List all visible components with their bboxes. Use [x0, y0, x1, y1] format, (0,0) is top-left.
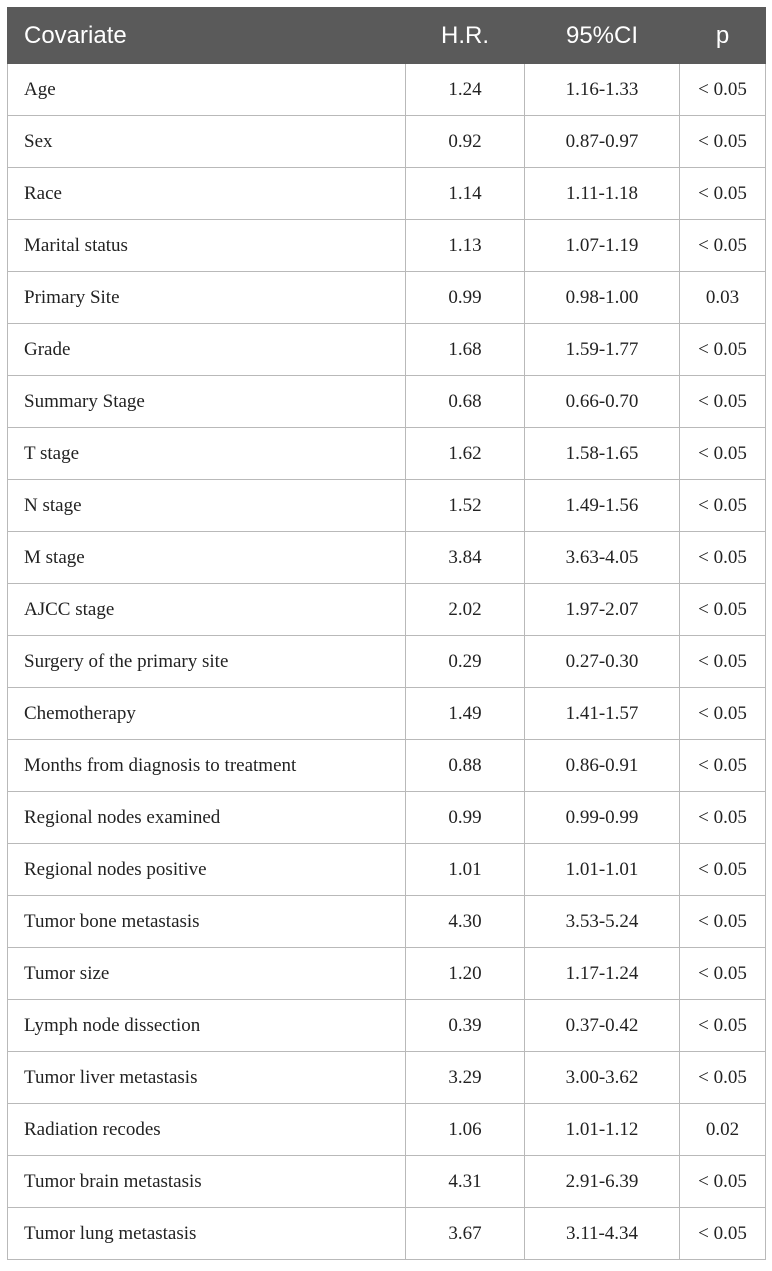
cell-p-value: < 0.05	[680, 324, 766, 376]
cell-hazard-ratio: 1.24	[406, 64, 525, 116]
cell-confidence-interval: 1.59-1.77	[525, 324, 680, 376]
cell-confidence-interval: 3.00-3.62	[525, 1052, 680, 1104]
cell-confidence-interval: 0.37-0.42	[525, 1000, 680, 1052]
table-header	[8, 8, 766, 64]
cell-p-value: 0.03	[680, 272, 766, 324]
table-row	[8, 324, 766, 376]
cell-hazard-ratio: 0.92	[406, 116, 525, 168]
cell-confidence-interval: 0.98-1.00	[525, 272, 680, 324]
table-row	[8, 1052, 766, 1104]
header-confidence-interval: 95%CI	[525, 8, 680, 64]
cell-hazard-ratio: 1.13	[406, 220, 525, 272]
cell-hazard-ratio: 1.06	[406, 1104, 525, 1156]
cell-covariate: Months from diagnosis to treatment	[8, 740, 406, 792]
cell-covariate: Tumor lung metastasis	[8, 1208, 406, 1260]
cell-confidence-interval: 1.41-1.57	[525, 688, 680, 740]
cell-p-value: < 0.05	[680, 688, 766, 740]
cell-p-value: < 0.05	[680, 376, 766, 428]
cell-covariate: N stage	[8, 480, 406, 532]
cell-hazard-ratio: 3.67	[406, 1208, 525, 1260]
cell-hazard-ratio: 0.99	[406, 792, 525, 844]
cell-confidence-interval: 0.87-0.97	[525, 116, 680, 168]
cell-confidence-interval: 1.16-1.33	[525, 64, 680, 116]
cell-confidence-interval: 1.97-2.07	[525, 584, 680, 636]
cell-hazard-ratio: 4.30	[406, 896, 525, 948]
cell-p-value: < 0.05	[680, 480, 766, 532]
cell-p-value: < 0.05	[680, 168, 766, 220]
cell-p-value: 0.02	[680, 1104, 766, 1156]
cox-regression-table	[7, 7, 766, 1260]
cell-hazard-ratio: 0.88	[406, 740, 525, 792]
cell-covariate: Race	[8, 168, 406, 220]
table-row	[8, 480, 766, 532]
cell-confidence-interval: 1.11-1.18	[525, 168, 680, 220]
cell-p-value: < 0.05	[680, 64, 766, 116]
cell-confidence-interval: 3.63-4.05	[525, 532, 680, 584]
table-row	[8, 636, 766, 688]
table-row	[8, 532, 766, 584]
cell-p-value: < 0.05	[680, 1052, 766, 1104]
table-row	[8, 948, 766, 1000]
table-row	[8, 740, 766, 792]
cell-confidence-interval: 0.27-0.30	[525, 636, 680, 688]
cell-p-value: < 0.05	[680, 636, 766, 688]
cell-p-value: < 0.05	[680, 532, 766, 584]
table-row	[8, 428, 766, 480]
cell-hazard-ratio: 1.20	[406, 948, 525, 1000]
cell-covariate: Tumor brain metastasis	[8, 1156, 406, 1208]
table-row	[8, 1156, 766, 1208]
table-row	[8, 896, 766, 948]
cell-covariate: Age	[8, 64, 406, 116]
table-row	[8, 168, 766, 220]
cell-confidence-interval: 2.91-6.39	[525, 1156, 680, 1208]
header-covariate: Covariate	[8, 8, 406, 64]
cell-p-value: < 0.05	[680, 220, 766, 272]
cell-hazard-ratio: 0.68	[406, 376, 525, 428]
cell-covariate: Regional nodes examined	[8, 792, 406, 844]
header-row	[8, 8, 766, 64]
table-row	[8, 688, 766, 740]
cell-hazard-ratio: 0.99	[406, 272, 525, 324]
cell-hazard-ratio: 1.62	[406, 428, 525, 480]
cell-covariate: Summary Stage	[8, 376, 406, 428]
cell-covariate: T stage	[8, 428, 406, 480]
table-row	[8, 64, 766, 116]
cell-hazard-ratio: 1.14	[406, 168, 525, 220]
cell-covariate: Sex	[8, 116, 406, 168]
cell-p-value: < 0.05	[680, 740, 766, 792]
cell-covariate: Radiation recodes	[8, 1104, 406, 1156]
cell-p-value: < 0.05	[680, 1156, 766, 1208]
cell-p-value: < 0.05	[680, 948, 766, 1000]
cell-confidence-interval: 1.01-1.12	[525, 1104, 680, 1156]
table-row	[8, 1000, 766, 1052]
table-row	[8, 220, 766, 272]
cell-confidence-interval: 3.11-4.34	[525, 1208, 680, 1260]
cell-hazard-ratio: 1.49	[406, 688, 525, 740]
cell-covariate: Tumor liver metastasis	[8, 1052, 406, 1104]
cell-covariate: Grade	[8, 324, 406, 376]
cell-covariate: Tumor bone metastasis	[8, 896, 406, 948]
table-row	[8, 792, 766, 844]
cell-confidence-interval: 0.66-0.70	[525, 376, 680, 428]
cell-confidence-interval: 1.58-1.65	[525, 428, 680, 480]
cell-covariate: AJCC stage	[8, 584, 406, 636]
cell-covariate: Lymph node dissection	[8, 1000, 406, 1052]
table-body	[8, 64, 766, 1260]
cell-p-value: < 0.05	[680, 896, 766, 948]
table-row	[8, 376, 766, 428]
cell-hazard-ratio: 2.02	[406, 584, 525, 636]
cell-covariate: Surgery of the primary site	[8, 636, 406, 688]
cell-hazard-ratio: 1.52	[406, 480, 525, 532]
table-row	[8, 1208, 766, 1260]
table-row	[8, 116, 766, 168]
cell-p-value: < 0.05	[680, 844, 766, 896]
cell-covariate: Chemotherapy	[8, 688, 406, 740]
cell-covariate: Regional nodes positive	[8, 844, 406, 896]
cell-covariate: Marital status	[8, 220, 406, 272]
cell-hazard-ratio: 3.29	[406, 1052, 525, 1104]
table-row	[8, 844, 766, 896]
cell-confidence-interval: 0.99-0.99	[525, 792, 680, 844]
table-row	[8, 272, 766, 324]
cell-p-value: < 0.05	[680, 584, 766, 636]
cell-p-value: < 0.05	[680, 1208, 766, 1260]
table-row	[8, 584, 766, 636]
cell-confidence-interval: 1.49-1.56	[525, 480, 680, 532]
cell-confidence-interval: 1.07-1.19	[525, 220, 680, 272]
cell-confidence-interval: 1.01-1.01	[525, 844, 680, 896]
table-row	[8, 1104, 766, 1156]
cell-p-value: < 0.05	[680, 1000, 766, 1052]
cell-confidence-interval: 0.86-0.91	[525, 740, 680, 792]
cell-hazard-ratio: 0.39	[406, 1000, 525, 1052]
cell-p-value: < 0.05	[680, 792, 766, 844]
cell-confidence-interval: 3.53-5.24	[525, 896, 680, 948]
cell-hazard-ratio: 3.84	[406, 532, 525, 584]
header-hazard-ratio: H.R.	[406, 8, 525, 64]
cell-hazard-ratio: 4.31	[406, 1156, 525, 1208]
cell-covariate: Primary Site	[8, 272, 406, 324]
cell-hazard-ratio: 0.29	[406, 636, 525, 688]
cell-covariate: Tumor size	[8, 948, 406, 1000]
cell-p-value: < 0.05	[680, 116, 766, 168]
cell-p-value: < 0.05	[680, 428, 766, 480]
cell-covariate: M stage	[8, 532, 406, 584]
cell-hazard-ratio: 1.68	[406, 324, 525, 376]
header-p-value: p	[680, 8, 766, 64]
cell-hazard-ratio: 1.01	[406, 844, 525, 896]
cell-confidence-interval: 1.17-1.24	[525, 948, 680, 1000]
